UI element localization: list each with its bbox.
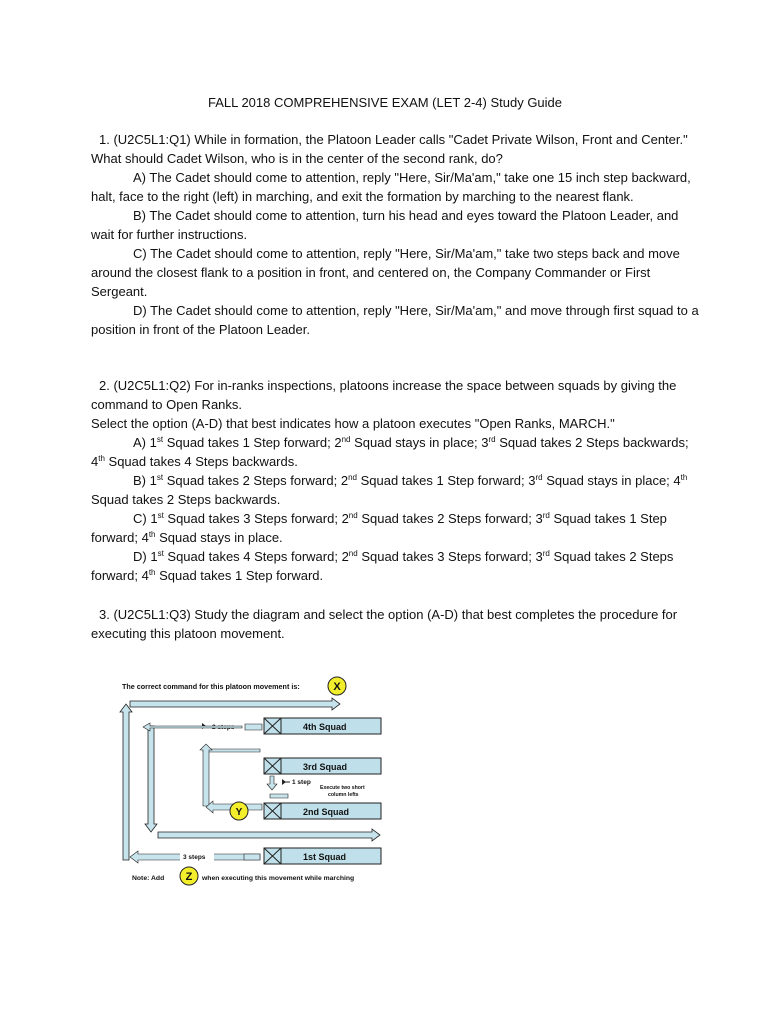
diagram-command-text: The correct command for this platoon movement is:	[122, 682, 300, 691]
question-1-option-c: C) The Cadet should come to attention, reply "Here, Sir/Ma'am," take two steps back and move around the closest flank to a position in front, and centered on, the Company Commander or First Sergeant.	[91, 246, 680, 299]
y-label: Y	[235, 807, 243, 818]
question-3-stem: 3. (U2C5L1:Q3) Study the diagram and select the option (A-D) that best completes the procedure for executing this platoon movement.	[91, 607, 678, 641]
note-prefix: Note: Add	[132, 875, 165, 882]
question-2-option-d: D) 1st Squad takes 4 Steps forward; 2nd Squad takes 3 Steps forward; 3rd Squad takes 2 Steps forward; 4th Squad takes 1 Step forward.	[91, 549, 674, 583]
short-arrow	[270, 794, 288, 798]
question-2-instruction: Select the option (A-D) that best indicates how a platoon executes "Open Ranks, MARCH."	[91, 416, 615, 431]
squad-1-label: 1st Squad	[303, 852, 347, 862]
question-2	[91, 376, 703, 585]
platoon-movement-diagram	[110, 670, 410, 890]
one-step-arrow	[267, 776, 277, 790]
question-1-option-d: D) The Cadet should come to attention, reply "Here, Sir/Ma'am," and move through first squad to a position in front of the Platoon Leader.	[91, 303, 699, 337]
note-suffix: when executing this movement while marching	[202, 875, 355, 882]
one-step-label: 1 step	[292, 779, 311, 786]
three-steps-right-bar	[244, 854, 260, 860]
question-2-option-a: A) 1st Squad takes 1 Step forward; 2nd Squad stays in place; 3rd Squad takes 2 Steps backwards; 4th Squad takes 4 Steps backwards.	[91, 435, 689, 469]
question-1-option-a: A) The Cadet should come to attention, reply "Here, Sir/Ma'am," take one 15 inch step backward, halt, face to the right (left) in marching, and exit the formation by marching to the nearest flank.	[91, 170, 691, 204]
loop-up-arrow	[200, 744, 212, 806]
squad-4-label: 4th Squad	[303, 722, 347, 732]
squad-3-label: 3rd Squad	[303, 762, 348, 772]
three-steps-label: 3 steps	[183, 854, 206, 861]
squad-2-label: 2nd Squad	[303, 807, 350, 817]
question-3	[91, 605, 703, 643]
question-2-option-c: C) 1st Squad takes 3 Steps forward; 2nd Squad takes 2 Steps forward; 3rd Squad takes 1 Step forward; 4th Squad stays in place.	[91, 511, 667, 545]
x-label: X	[333, 681, 341, 693]
execute-note-line-1: Execute two short	[320, 785, 365, 791]
question-2-option-b: B) 1st Squad takes 2 Steps forward; 2nd Squad takes 1 Step forward; 3rd Squad stays in place; 4th Squad takes 2 Steps backwards.	[91, 473, 688, 507]
left-up-arrow	[120, 704, 132, 860]
question-1	[91, 130, 703, 339]
question-1-option-b: B) The Cadet should come to attention, turn his head and eyes toward the Platoon Leader, and wait for further instructions.	[91, 208, 679, 242]
bottom-right-arrow	[158, 829, 380, 841]
question-1-stem: 1. (U2C5L1:Q1) While in formation, the Platoon Leader calls "Cadet Private Wilson, Front and Center." What should Cadet Wilson, who is in the center of the second rank, do?	[91, 132, 688, 166]
page-title: FALL 2018 COMPREHENSIVE EXAM (LET 2-4) Study Guide	[207, 95, 563, 110]
top-right-arrow	[130, 698, 340, 710]
two-steps-line-right	[245, 724, 262, 730]
question-2-stem: 2. (U2C5L1:Q2) For in-ranks inspections, platoons increase the space between squads by giving the command to Open Ranks.	[91, 378, 677, 412]
z-label: Z	[185, 871, 193, 883]
execute-note-line-2: column lefts	[328, 792, 359, 798]
down-arrow	[145, 726, 157, 832]
